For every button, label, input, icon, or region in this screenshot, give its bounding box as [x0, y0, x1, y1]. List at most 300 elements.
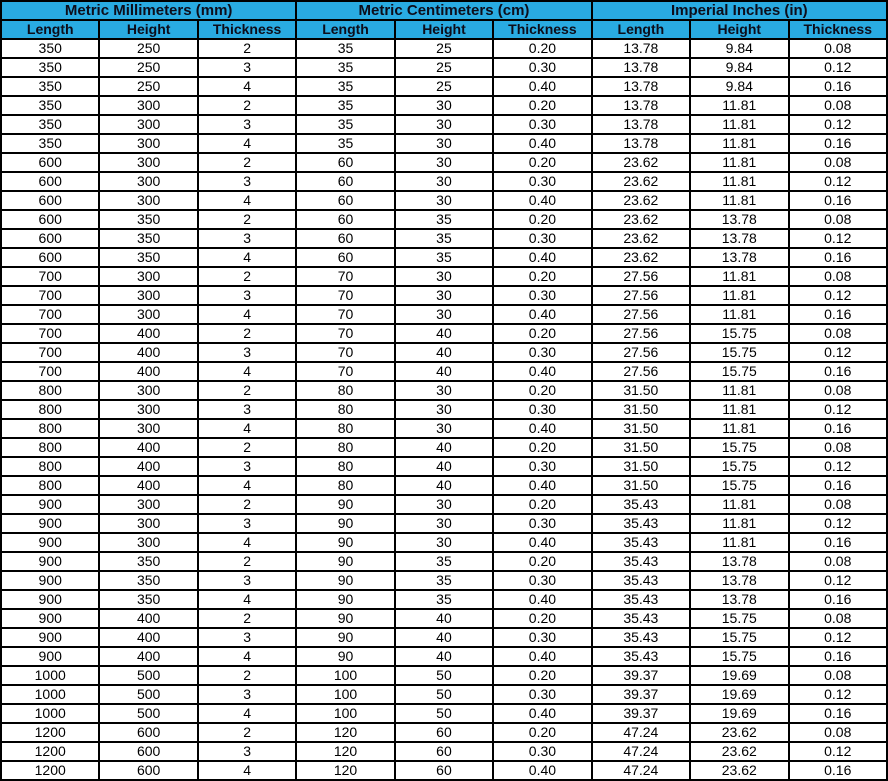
table-cell: 0.30	[493, 457, 591, 476]
table-cell: 300	[99, 400, 197, 419]
table-cell: 3	[198, 400, 296, 419]
table-cell: 80	[296, 381, 394, 400]
table-cell: 0.30	[493, 400, 591, 419]
table-cell: 2	[198, 495, 296, 514]
table-row	[1, 438, 887, 457]
table-cell: 70	[296, 305, 394, 324]
table-cell: 23.62	[592, 248, 690, 267]
column-header-cm-length: Length	[296, 20, 394, 39]
table-cell: 800	[1, 457, 99, 476]
table-cell: 2	[198, 609, 296, 628]
table-cell: 3	[198, 514, 296, 533]
table-cell: 900	[1, 533, 99, 552]
table-row	[1, 267, 887, 286]
table-cell: 15.75	[690, 362, 788, 381]
group-header-imperial-in: Imperial Inches (in)	[592, 1, 887, 20]
table-cell: 80	[296, 476, 394, 495]
table-cell: 60	[395, 723, 493, 742]
table-cell: 300	[99, 96, 197, 115]
table-cell: 11.81	[690, 381, 788, 400]
table-cell: 350	[99, 229, 197, 248]
table-cell: 4	[198, 77, 296, 96]
table-cell: 0.12	[789, 400, 888, 419]
table-cell: 300	[99, 115, 197, 134]
table-cell: 15.75	[690, 628, 788, 647]
table-cell: 11.81	[690, 419, 788, 438]
table-cell: 11.81	[690, 115, 788, 134]
table-cell: 90	[296, 647, 394, 666]
table-cell: 500	[99, 666, 197, 685]
table-cell: 600	[99, 761, 197, 780]
table-cell: 0.20	[493, 666, 591, 685]
table-cell: 15.75	[690, 343, 788, 362]
table-row	[1, 552, 887, 571]
table-cell: 90	[296, 571, 394, 590]
table-cell: 3	[198, 343, 296, 362]
table-cell: 0.30	[493, 115, 591, 134]
table-cell: 35.43	[592, 647, 690, 666]
table-cell: 90	[296, 590, 394, 609]
table-cell: 4	[198, 134, 296, 153]
table-cell: 0.12	[789, 514, 888, 533]
table-cell: 15.75	[690, 647, 788, 666]
table-cell: 30	[395, 191, 493, 210]
table-cell: 13.78	[690, 248, 788, 267]
table-cell: 23.62	[592, 191, 690, 210]
table-cell: 2	[198, 267, 296, 286]
table-row	[1, 742, 887, 761]
table-cell: 70	[296, 343, 394, 362]
table-cell: 1200	[1, 723, 99, 742]
table-cell: 0.40	[493, 419, 591, 438]
table-cell: 90	[296, 533, 394, 552]
table-cell: 0.08	[789, 666, 888, 685]
table-cell: 0.12	[789, 685, 888, 704]
table-cell: 15.75	[690, 457, 788, 476]
table-cell: 0.08	[789, 438, 888, 457]
table-cell: 11.81	[690, 172, 788, 191]
column-header-mm-height: Height	[99, 20, 197, 39]
table-cell: 90	[296, 609, 394, 628]
table-cell: 120	[296, 742, 394, 761]
table-cell: 0.20	[493, 210, 591, 229]
table-row	[1, 419, 887, 438]
table-row	[1, 362, 887, 381]
table-cell: 700	[1, 286, 99, 305]
table-cell: 35.43	[592, 514, 690, 533]
table-cell: 350	[99, 590, 197, 609]
table-cell: 50	[395, 666, 493, 685]
table-row	[1, 134, 887, 153]
table-cell: 23.62	[690, 742, 788, 761]
table-cell: 0.16	[789, 362, 888, 381]
table-cell: 3	[198, 742, 296, 761]
table-cell: 39.37	[592, 704, 690, 723]
table-cell: 400	[99, 476, 197, 495]
table-cell: 60	[296, 153, 394, 172]
table-cell: 900	[1, 552, 99, 571]
table-cell: 350	[1, 39, 99, 58]
table-cell: 300	[99, 495, 197, 514]
table-row	[1, 172, 887, 191]
table-cell: 35.43	[592, 495, 690, 514]
table-cell: 4	[198, 476, 296, 495]
table-row	[1, 647, 887, 666]
table-cell: 300	[99, 514, 197, 533]
table-cell: 11.81	[690, 400, 788, 419]
table-row	[1, 476, 887, 495]
table-cell: 0.12	[789, 343, 888, 362]
table-cell: 500	[99, 704, 197, 723]
table-cell: 15.75	[690, 609, 788, 628]
table-cell: 0.40	[493, 248, 591, 267]
table-cell: 0.12	[789, 742, 888, 761]
table-cell: 0.08	[789, 381, 888, 400]
table-cell: 30	[395, 381, 493, 400]
table-cell: 100	[296, 685, 394, 704]
table-cell: 0.40	[493, 476, 591, 495]
table-cell: 300	[99, 381, 197, 400]
group-header-row	[1, 1, 887, 20]
table-cell: 0.40	[493, 77, 591, 96]
table-cell: 70	[296, 324, 394, 343]
table-cell: 39.37	[592, 666, 690, 685]
table-cell: 400	[99, 324, 197, 343]
table-cell: 4	[198, 647, 296, 666]
table-cell: 4	[198, 305, 296, 324]
table-cell: 4	[198, 533, 296, 552]
table-cell: 23.62	[592, 229, 690, 248]
table-cell: 31.50	[592, 419, 690, 438]
table-cell: 350	[1, 58, 99, 77]
table-cell: 3	[198, 457, 296, 476]
table-row	[1, 343, 887, 362]
table-cell: 23.62	[690, 761, 788, 780]
table-row	[1, 286, 887, 305]
table-cell: 40	[395, 476, 493, 495]
table-row	[1, 533, 887, 552]
table-cell: 40	[395, 362, 493, 381]
column-header-in-thickness: Thickness	[789, 20, 888, 39]
table-cell: 30	[395, 172, 493, 191]
table-cell: 13.78	[690, 229, 788, 248]
table-row	[1, 495, 887, 514]
table-row	[1, 761, 887, 780]
table-cell: 0.16	[789, 533, 888, 552]
table-cell: 31.50	[592, 438, 690, 457]
table-cell: 11.81	[690, 153, 788, 172]
table-cell: 0.20	[493, 495, 591, 514]
table-cell: 11.81	[690, 514, 788, 533]
table-cell: 30	[395, 115, 493, 134]
table-row	[1, 571, 887, 590]
table-cell: 35	[296, 77, 394, 96]
table-cell: 0.08	[789, 210, 888, 229]
table-cell: 700	[1, 343, 99, 362]
table-cell: 0.20	[493, 153, 591, 172]
table-cell: 0.40	[493, 761, 591, 780]
table-cell: 0.20	[493, 96, 591, 115]
table-cell: 35	[395, 229, 493, 248]
table-cell: 400	[99, 628, 197, 647]
table-cell: 600	[1, 248, 99, 267]
table-cell: 2	[198, 39, 296, 58]
table-row	[1, 210, 887, 229]
table-cell: 40	[395, 647, 493, 666]
table-cell: 11.81	[690, 134, 788, 153]
table-cell: 900	[1, 590, 99, 609]
table-cell: 25	[395, 77, 493, 96]
table-cell: 0.20	[493, 39, 591, 58]
table-cell: 90	[296, 514, 394, 533]
table-cell: 23.62	[592, 172, 690, 191]
sub-header-row	[1, 20, 887, 39]
table-cell: 27.56	[592, 286, 690, 305]
table-row	[1, 381, 887, 400]
table-cell: 0.16	[789, 761, 888, 780]
table-cell: 31.50	[592, 381, 690, 400]
table-row	[1, 400, 887, 419]
table-cell: 0.16	[789, 419, 888, 438]
table-cell: 27.56	[592, 324, 690, 343]
table-cell: 0.40	[493, 704, 591, 723]
table-cell: 50	[395, 685, 493, 704]
table-cell: 300	[99, 305, 197, 324]
table-cell: 0.40	[493, 533, 591, 552]
table-cell: 0.20	[493, 267, 591, 286]
table-cell: 350	[99, 571, 197, 590]
table-cell: 0.30	[493, 286, 591, 305]
table-cell: 0.40	[493, 590, 591, 609]
table-cell: 700	[1, 267, 99, 286]
column-header-in-length: Length	[592, 20, 690, 39]
table-cell: 60	[296, 210, 394, 229]
column-header-in-height: Height	[690, 20, 788, 39]
table-cell: 0.30	[493, 514, 591, 533]
table-cell: 13.78	[592, 39, 690, 58]
table-row	[1, 628, 887, 647]
table-cell: 900	[1, 628, 99, 647]
table-cell: 4	[198, 761, 296, 780]
table-cell: 13.78	[690, 571, 788, 590]
table-cell: 3	[198, 115, 296, 134]
table-row	[1, 191, 887, 210]
table-cell: 23.62	[592, 210, 690, 229]
table-cell: 35	[395, 571, 493, 590]
table-cell: 600	[1, 191, 99, 210]
table-cell: 4	[198, 419, 296, 438]
table-cell: 350	[1, 115, 99, 134]
table-cell: 0.30	[493, 742, 591, 761]
table-cell: 30	[395, 96, 493, 115]
table-cell: 300	[99, 153, 197, 172]
table-cell: 9.84	[690, 39, 788, 58]
table-cell: 0.20	[493, 723, 591, 742]
table-cell: 0.30	[493, 628, 591, 647]
table-cell: 400	[99, 609, 197, 628]
table-cell: 700	[1, 305, 99, 324]
table-cell: 0.08	[789, 552, 888, 571]
table-cell: 120	[296, 761, 394, 780]
table-cell: 400	[99, 343, 197, 362]
table-cell: 11.81	[690, 533, 788, 552]
table-row	[1, 77, 887, 96]
table-cell: 600	[1, 229, 99, 248]
table-cell: 39.37	[592, 685, 690, 704]
table-cell: 0.16	[789, 305, 888, 324]
table-row	[1, 58, 887, 77]
table-cell: 300	[99, 533, 197, 552]
table-cell: 4	[198, 590, 296, 609]
table-cell: 9.84	[690, 77, 788, 96]
table-row	[1, 609, 887, 628]
table-cell: 35	[296, 39, 394, 58]
table-cell: 2	[198, 552, 296, 571]
table-cell: 300	[99, 286, 197, 305]
group-header-metric-cm: Metric Centimeters (cm)	[296, 1, 591, 20]
table-cell: 90	[296, 495, 394, 514]
table-cell: 30	[395, 286, 493, 305]
table-row	[1, 39, 887, 58]
table-cell: 350	[99, 210, 197, 229]
table-cell: 1200	[1, 761, 99, 780]
table-cell: 11.81	[690, 267, 788, 286]
table-cell: 40	[395, 343, 493, 362]
table-cell: 19.69	[690, 685, 788, 704]
table-cell: 0.12	[789, 571, 888, 590]
table-cell: 27.56	[592, 343, 690, 362]
table-cell: 0.08	[789, 39, 888, 58]
table-cell: 300	[99, 172, 197, 191]
table-cell: 30	[395, 514, 493, 533]
table-row	[1, 324, 887, 343]
table-cell: 4	[198, 248, 296, 267]
table-cell: 400	[99, 438, 197, 457]
table-cell: 0.16	[789, 590, 888, 609]
table-cell: 2	[198, 723, 296, 742]
table-cell: 350	[99, 248, 197, 267]
table-cell: 3	[198, 628, 296, 647]
table-cell: 1000	[1, 704, 99, 723]
table-cell: 60	[296, 191, 394, 210]
table-cell: 0.16	[789, 476, 888, 495]
table-cell: 60	[395, 742, 493, 761]
table-cell: 30	[395, 267, 493, 286]
table-cell: 11.81	[690, 96, 788, 115]
table-cell: 13.78	[690, 552, 788, 571]
table-row	[1, 229, 887, 248]
table-cell: 11.81	[690, 286, 788, 305]
table-cell: 19.69	[690, 666, 788, 685]
column-header-cm-thickness: Thickness	[493, 20, 591, 39]
table-cell: 0.12	[789, 229, 888, 248]
table-cell: 800	[1, 381, 99, 400]
table-header	[1, 1, 887, 39]
table-cell: 0.08	[789, 96, 888, 115]
table-cell: 11.81	[690, 495, 788, 514]
table-cell: 0.08	[789, 267, 888, 286]
table-cell: 30	[395, 400, 493, 419]
table-cell: 35	[296, 96, 394, 115]
table-row	[1, 590, 887, 609]
table-cell: 80	[296, 400, 394, 419]
table-cell: 800	[1, 438, 99, 457]
table-cell: 40	[395, 324, 493, 343]
table-cell: 30	[395, 305, 493, 324]
table-cell: 250	[99, 77, 197, 96]
table-row	[1, 457, 887, 476]
table-cell: 13.78	[592, 96, 690, 115]
table-cell: 0.08	[789, 324, 888, 343]
table-cell: 13.78	[592, 115, 690, 134]
table-cell: 80	[296, 419, 394, 438]
table-cell: 800	[1, 400, 99, 419]
table-cell: 0.20	[493, 438, 591, 457]
table-cell: 3	[198, 286, 296, 305]
table-row	[1, 514, 887, 533]
table-cell: 600	[99, 742, 197, 761]
table-cell: 60	[296, 248, 394, 267]
table-cell: 300	[99, 191, 197, 210]
table-cell: 47.24	[592, 761, 690, 780]
table-cell: 350	[1, 134, 99, 153]
table-cell: 0.30	[493, 229, 591, 248]
table-cell: 47.24	[592, 742, 690, 761]
table-cell: 350	[1, 77, 99, 96]
table-cell: 2	[198, 96, 296, 115]
table-cell: 0.20	[493, 324, 591, 343]
table-cell: 0.12	[789, 172, 888, 191]
table-cell: 0.20	[493, 381, 591, 400]
table-cell: 90	[296, 628, 394, 647]
table-cell: 0.16	[789, 704, 888, 723]
table-cell: 35	[395, 590, 493, 609]
table-cell: 31.50	[592, 476, 690, 495]
table-cell: 350	[99, 552, 197, 571]
table-cell: 350	[1, 96, 99, 115]
table-cell: 19.69	[690, 704, 788, 723]
column-header-mm-thickness: Thickness	[198, 20, 296, 39]
table-cell: 3	[198, 172, 296, 191]
table-cell: 0.12	[789, 628, 888, 647]
table-cell: 500	[99, 685, 197, 704]
table-cell: 30	[395, 419, 493, 438]
table-cell: 40	[395, 628, 493, 647]
table-cell: 23.62	[592, 153, 690, 172]
table-cell: 0.30	[493, 571, 591, 590]
table-cell: 0.12	[789, 286, 888, 305]
table-cell: 13.78	[592, 77, 690, 96]
table-cell: 80	[296, 457, 394, 476]
table-cell: 60	[395, 761, 493, 780]
table-cell: 30	[395, 134, 493, 153]
table-row	[1, 96, 887, 115]
table-cell: 0.16	[789, 191, 888, 210]
table-cell: 700	[1, 362, 99, 381]
column-header-cm-height: Height	[395, 20, 493, 39]
table-cell: 0.16	[789, 248, 888, 267]
table-cell: 0.40	[493, 647, 591, 666]
table-row	[1, 704, 887, 723]
table-cell: 35.43	[592, 628, 690, 647]
table-cell: 0.30	[493, 343, 591, 362]
table-cell: 35.43	[592, 552, 690, 571]
table-cell: 3	[198, 685, 296, 704]
table-cell: 15.75	[690, 324, 788, 343]
table-cell: 47.24	[592, 723, 690, 742]
table-cell: 60	[296, 172, 394, 191]
table-cell: 0.40	[493, 134, 591, 153]
